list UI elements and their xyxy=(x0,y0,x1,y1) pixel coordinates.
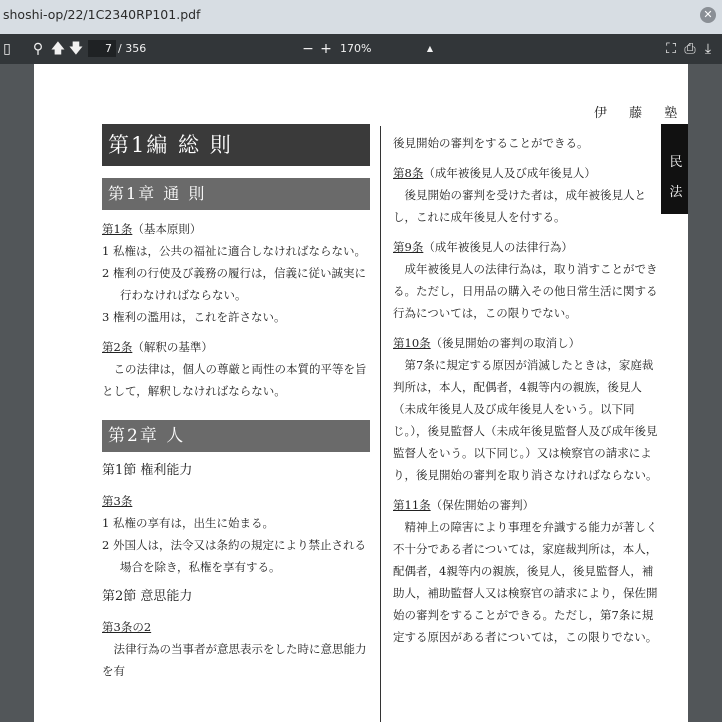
chapter-header: 第2章 人 xyxy=(102,420,370,452)
side-tab-char-2: 法 xyxy=(669,185,683,200)
article-number: 第8条 xyxy=(393,166,424,180)
side-tab xyxy=(661,124,688,214)
article-title: （成年被後見人の法律行為） xyxy=(423,240,573,254)
article-heading xyxy=(102,490,370,512)
zoom-value: 170% xyxy=(340,42,372,55)
article-item: 1 私権の享有は，出生に始まる。 xyxy=(102,516,274,530)
zoom-out-icon[interactable]: − xyxy=(302,41,314,57)
article-body: 法律行為の当事者が意思表示をした時に意思能力を有 xyxy=(102,642,367,678)
article-heading xyxy=(102,218,370,240)
search-icon[interactable]: ⚲ xyxy=(32,41,44,57)
article-title: （成年被後見人及び成年後見人） xyxy=(423,166,596,180)
window-titlebar xyxy=(0,0,722,34)
article-number: 第3条 xyxy=(102,494,133,508)
section-heading: 第1節 権利能力 xyxy=(102,463,193,478)
right-column xyxy=(393,132,659,648)
article-body: この法律は，個人の尊厳と両性の本質的平等を旨として，解釈しなければならない。 xyxy=(102,362,367,398)
section-heading: 第2節 意思能力 xyxy=(102,589,193,604)
article-number: 第11条 xyxy=(393,498,431,512)
article-number: 第1条 xyxy=(102,222,133,236)
article-number: 第2条 xyxy=(102,340,133,354)
column-divider xyxy=(380,126,381,722)
article-heading xyxy=(102,336,370,358)
arrow-up-icon[interactable]: 🡅 xyxy=(50,41,66,57)
article-number: 第10条 xyxy=(393,336,431,350)
article-heading xyxy=(102,616,370,638)
article-item: 3 権利の濫用は，これを許さない。 xyxy=(102,310,286,324)
article-heading xyxy=(393,162,659,184)
chevron-down-icon: ▲ xyxy=(426,44,433,53)
article-title: （保佐開始の審判） xyxy=(430,498,535,512)
window-title: shoshi-op/22/1C2340RP101.pdf xyxy=(3,7,201,22)
article-item: 2 外国人は，法令又は条約の規定により禁止される場合を除き，私権を享有する。 xyxy=(102,538,366,574)
article-heading xyxy=(393,236,659,258)
article-item: 1 私権は，公共の福祉に適合しなければならない。 xyxy=(102,244,366,258)
article-body: 後見開始の審判を受けた者は，成年被後見人とし，これに成年後見人を付する。 xyxy=(393,188,646,224)
article-body: 成年被後見人の法律行為は，取り消すことができる。ただし，日用品の購入その他日常生活に関する行為については，この限りでない。 xyxy=(393,262,658,320)
download-icon[interactable]: ⤓ xyxy=(704,41,712,57)
article-item: 2 権利の行使及び義務の履行は，信義に従い誠実に行わなければならない。 xyxy=(102,266,366,302)
sidebar-icon[interactable]: ▯ xyxy=(3,41,11,57)
left-column xyxy=(102,124,370,682)
page-total: / 356 xyxy=(118,42,147,55)
article-number: 第9条 xyxy=(393,240,424,254)
article-number: 第3条の2 xyxy=(102,620,152,634)
article-heading xyxy=(393,494,659,516)
article-title: （後見開始の審判の取消し） xyxy=(430,336,581,350)
article-heading xyxy=(393,332,659,354)
author-header: 伊 藤 塾 xyxy=(594,106,687,121)
continued-text: 後見開始の審判をすることができる。 xyxy=(393,136,589,150)
print-icon[interactable]: ⎙ xyxy=(684,41,696,57)
close-icon[interactable]: ✕ xyxy=(700,7,716,23)
arrow-down-icon[interactable]: 🡇 xyxy=(68,41,84,57)
pdf-page xyxy=(34,64,688,722)
article-title: （解釈の基準） xyxy=(132,340,213,354)
article-title: （基本原則） xyxy=(132,222,202,236)
chapter-header: 第1章 通 則 xyxy=(102,178,370,210)
zoom-in-icon[interactable]: + xyxy=(320,41,332,57)
part-header: 第1編 総 則 xyxy=(102,124,370,166)
fit-page-icon[interactable]: ⛶ xyxy=(666,41,676,57)
zoom-select[interactable] xyxy=(336,40,436,57)
page-number-input[interactable]: 7 xyxy=(88,40,116,57)
side-tab-char-1: 民 xyxy=(669,155,683,170)
article-body: 第7条に規定する原因が消滅したときは，家庭裁判所は，本人，配偶者，4親等内の親族，後見人（未成年後見人及び成年後見人をいう。以下同じ。），後見監督人（未成年後見監督人及び成年後見監督人をいう。以下同じ。）又は検察官の請求により，後見開始の審判を取り消さなければならない。 xyxy=(393,358,658,482)
article-body: 精神上の障害により事理を弁識する能力が著しく不十分である者については，家庭裁判所は，本人，配偶者，4親等内の親族，後見人，後見監督人，補助人，補助監督人又は検察官の請求により，保佐開始の審判をすることができる。ただし，第7条に規定する原因がある者については，この限りでない。 xyxy=(393,520,658,644)
